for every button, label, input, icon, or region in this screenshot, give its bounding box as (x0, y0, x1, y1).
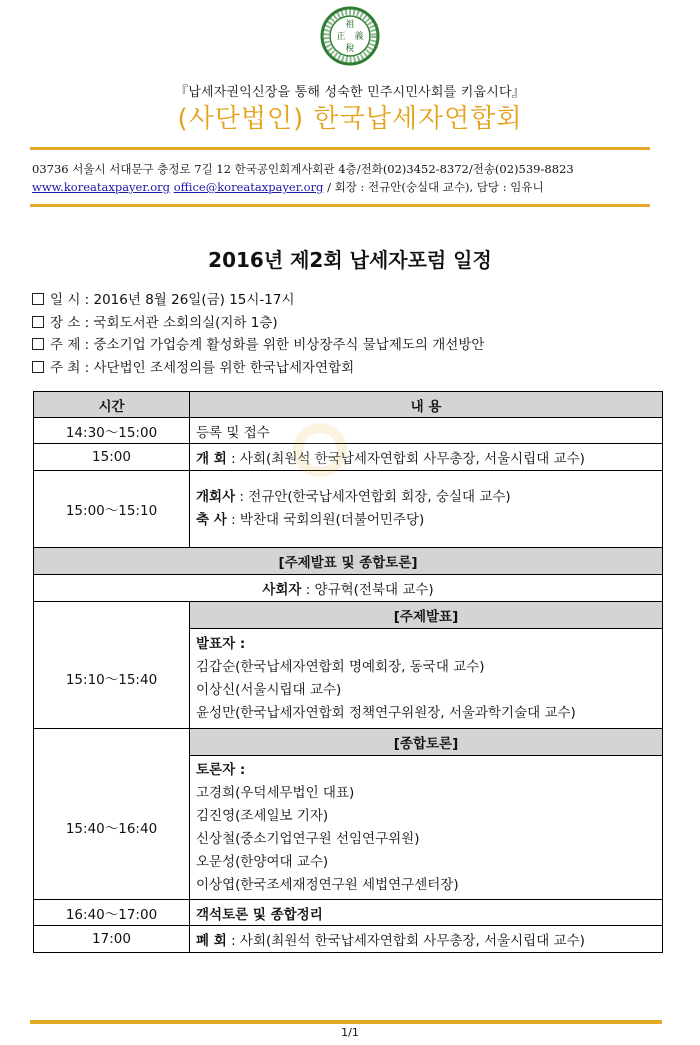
moderator-row: 사회자 : 양규혁(전북대 교수) (34, 575, 663, 602)
row-content: 등록 및 접수 (190, 418, 663, 444)
table-header-row (34, 392, 663, 418)
slogan: 『납세자권익신장을 통해 성숙한 민주시민사회를 키웁시다』 (175, 85, 525, 100)
event-info (32, 289, 484, 379)
header-time: 시간 (34, 392, 190, 418)
website-link[interactable]: www.koreataxpayer.org (32, 180, 171, 194)
svg-text:義: 義 (354, 32, 364, 42)
header-divider-bottom (30, 204, 650, 207)
row-time: 16:40～17:00 (34, 900, 190, 926)
contact-line (32, 179, 544, 195)
org-seal-logo (308, 6, 392, 66)
row-content: 개 회 : 사회(최원석 한국납세자연합회 사무총장, 서울시립대 교수) (190, 444, 663, 471)
row-content: 폐 회 : 사회(최원석 한국납세자연합회 사무총장, 서울시립대 교수) (190, 926, 663, 953)
info-place: 장 소 : 국회도서관 소회의실(지하 1층) (32, 312, 484, 335)
checkbox-icon (32, 293, 44, 305)
contact-suffix: / 회장 : 전규안(숭실대 교수), 담당 : 임유니 (323, 180, 544, 194)
row-time: 15:00～15:10 (34, 471, 190, 548)
checkbox-icon (32, 316, 44, 328)
table-row (34, 926, 663, 953)
header-divider-top (30, 147, 650, 150)
header-content: 내 용 (190, 392, 663, 418)
svg-text:正: 正 (336, 32, 346, 42)
footer-divider (30, 1020, 662, 1024)
table-row (34, 629, 663, 729)
row-content: 객석토론 및 종합정리 (190, 900, 663, 926)
page-number: 1/1 (341, 1026, 359, 1039)
page-title: 2016년 제2회 납세자포럼 일정 (208, 248, 492, 272)
checkbox-icon (32, 361, 44, 373)
seal-watermark-icon (290, 420, 350, 480)
table-row (34, 756, 663, 900)
row-time: 14:30～15:00 (34, 418, 190, 444)
svg-text:稅: 稅 (345, 44, 355, 54)
row-content: 토론자 : 고경희(우덕세무법인 대표) 김진영(조세일보 기자) 신상철(중소기업연구원 선임연구위원) 오문성(한양여대 교수) 이상엽(한국조세재정연구원 세법연구센터장) (190, 756, 663, 900)
section-row-discuss: [종합토론] (34, 729, 663, 756)
section-row-main: [주제발표 및 종합토론] (34, 548, 663, 575)
info-host: 주 최 : 사단법인 조세정의를 위한 한국납세자연합회 (32, 357, 484, 380)
row-time: 15:40～16:40 (34, 756, 190, 900)
section-row-present: [주제발표] (34, 602, 663, 629)
row-time: 17:00 (34, 926, 190, 953)
email-link[interactable]: office@koreataxpayer.org (173, 180, 324, 194)
checkbox-icon (32, 338, 44, 350)
row-content: 개회사 : 전규안(한국납세자연합회 회장, 숭실대 교수) 축 사 : 박찬대 국회의원(더불어민주당) (190, 471, 663, 548)
org-address: 03736 서울시 서대문구 충정로 7길 12 한국공인회계사회관 4층/전화(02)3452-8372/전송(02)539-8823 (32, 162, 574, 176)
table-row (34, 471, 663, 548)
svg-text:祖: 祖 (345, 20, 355, 30)
row-content: 발표자 : 김갑순(한국납세자연합회 명예회장, 동국대 교수) 이상신(서울시립대 교수) 윤성만(한국납세자연합회 정책연구위원장, 서울과학기술대 교수) (190, 629, 663, 729)
row-time: 15:10～15:40 (34, 629, 190, 729)
table-row (34, 900, 663, 926)
info-topic: 주 제 : 중소기업 가업승계 활성화를 위한 비상장주식 물납제도의 개선방안 (32, 334, 484, 357)
info-date: 일 시 : 2016년 8월 26일(금) 15시-17시 (32, 289, 484, 312)
org-name: (사단법인) 한국납세자연합회 (177, 104, 523, 134)
row-time: 15:00 (34, 444, 190, 471)
